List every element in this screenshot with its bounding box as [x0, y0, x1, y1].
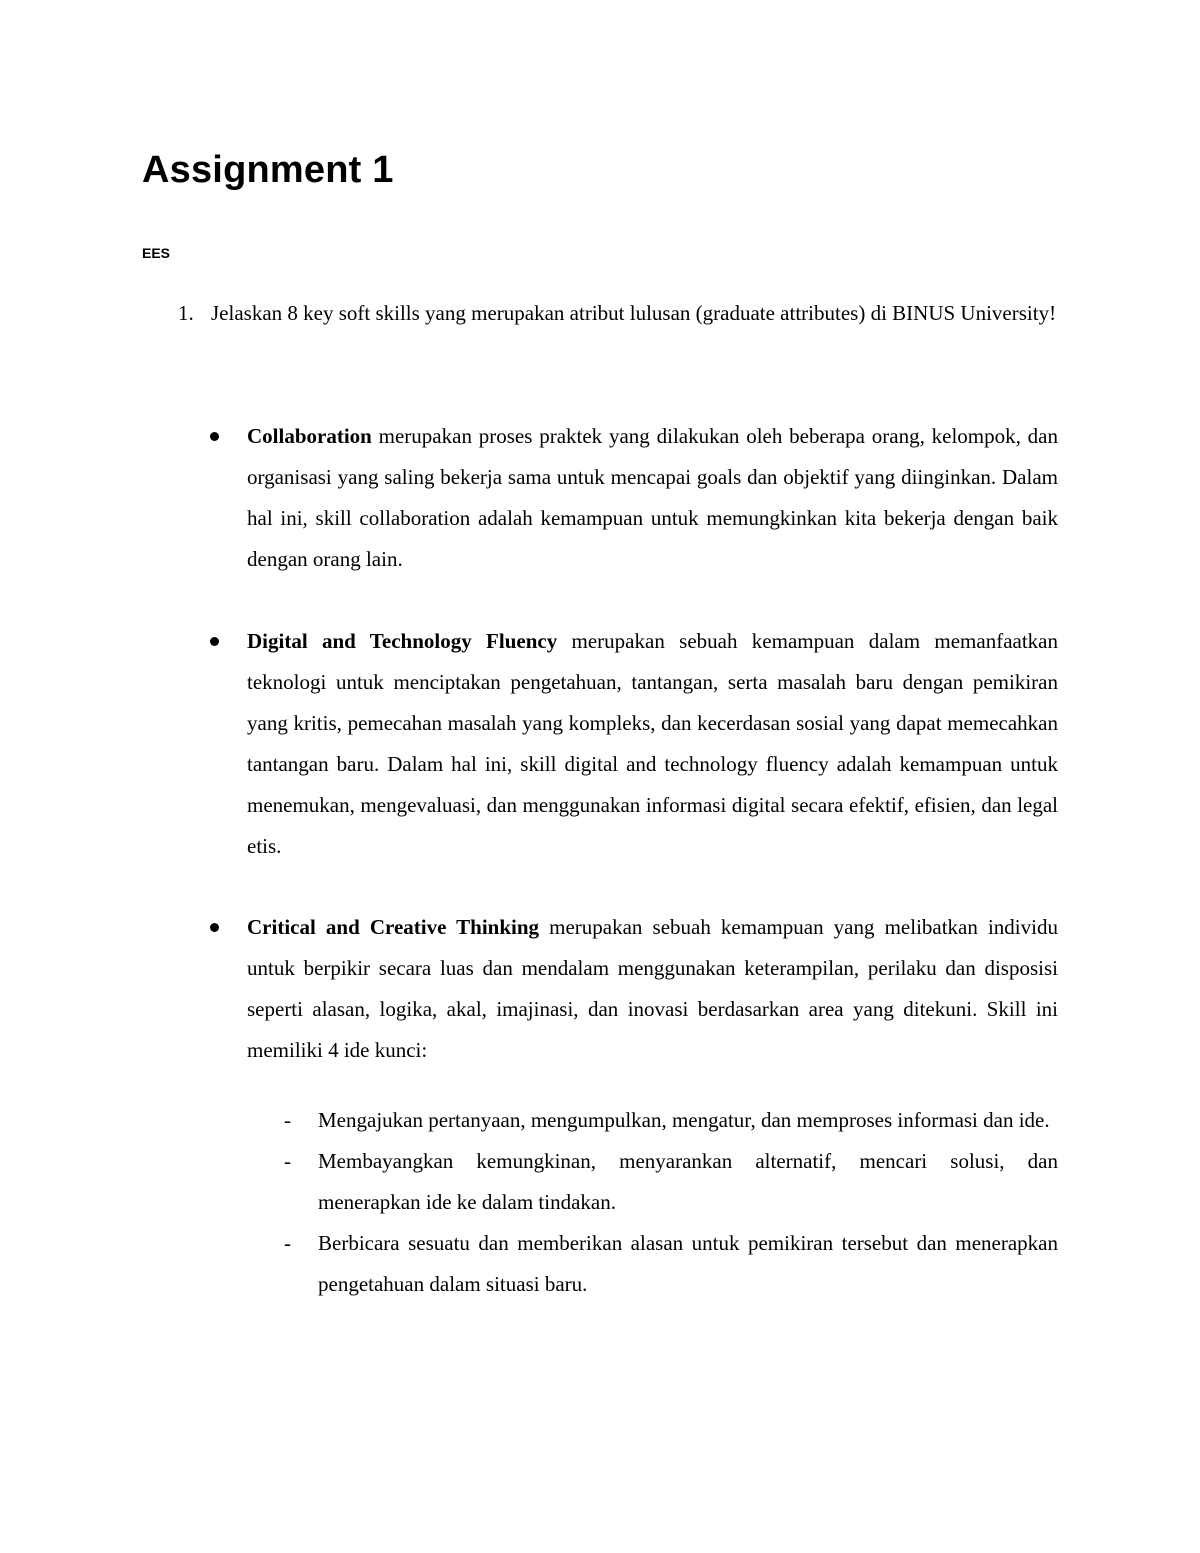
key-idea-text: Membayangkan kemungkinan, menyarankan alternatif, mencari solusi, dan menerapkan ide ke dalam tindakan. — [318, 1149, 1058, 1214]
bullet-item-digital-technology-fluency — [210, 621, 1058, 867]
question-text: Jelaskan 8 key soft skills yang merupakan atribut lulusan (graduate attributes) di BINUS University! — [211, 301, 1057, 325]
bullet-icon — [210, 637, 219, 646]
dash-bullet: - — [284, 1231, 291, 1255]
bullet-term: Digital and Technology Fluency — [247, 629, 558, 653]
bullet-icon — [210, 432, 219, 441]
bullet-term: Critical and Creative Thinking — [247, 915, 540, 939]
dash-bullet: - — [284, 1108, 291, 1132]
question-number: 1. — [178, 301, 194, 325]
dash-bullet: - — [284, 1149, 291, 1173]
bullet-item-collaboration — [210, 416, 1058, 580]
key-idea-item — [284, 1141, 1058, 1223]
key-idea-item — [284, 1100, 1058, 1141]
question-item — [178, 293, 1058, 334]
bullet-paragraph — [247, 907, 1058, 1071]
page-title: Assignment 1 — [142, 149, 394, 191]
bullet-paragraph — [247, 416, 1058, 580]
key-ideas-list — [284, 1100, 1058, 1305]
course-code: EES — [142, 245, 171, 261]
bullet-term: Collaboration — [247, 424, 372, 448]
key-idea-text: Mengajukan pertanyaan, mengumpulkan, mengatur, dan memproses informasi dan ide. — [318, 1108, 1050, 1132]
bullet-paragraph — [247, 621, 1058, 867]
bullet-description: merupakan proses praktek yang dilakukan oleh beberapa orang, kelompok, dan organisasi yang saling bekerja sama untuk mencapai goals dan objektif yang diinginkan. Dalam hal ini, skill collaboration adalah kemampuan untuk memungkinkan kita bekerja dengan baik dengan orang lain. — [247, 424, 1058, 571]
bullet-item-critical-creative-thinking — [210, 907, 1058, 1071]
key-idea-item — [284, 1223, 1058, 1305]
key-idea-text: Berbicara sesuatu dan memberikan alasan untuk pemikiran tersebut dan menerapkan pengetahuan dalam situasi baru. — [318, 1231, 1058, 1296]
bullet-description: merupakan sebuah kemampuan dalam memanfaatkan teknologi untuk menciptakan pengetahuan, tantangan, serta masalah baru dengan pemikiran yang kritis, pemecahan masalah yang kompleks, dan kecerdasan sosial yang dapat memecahkan tantangan baru. Dalam hal ini, skill digital and technology fluency adalah kemampuan untuk menemukan, mengevaluasi, dan menggunakan informasi digital secara efektif, efisien, dan legal etis. — [247, 629, 1058, 858]
bullet-icon — [210, 923, 219, 932]
bullet-description: merupakan sebuah kemampuan yang melibatkan individu untuk berpikir secara luas dan mendalam menggunakan keterampilan, perilaku dan disposisi seperti alasan, logika, akal, imajinasi, dan inovasi berdasarkan area yang ditekuni. Skill ini memiliki 4 ide kunci: — [247, 915, 1058, 1062]
